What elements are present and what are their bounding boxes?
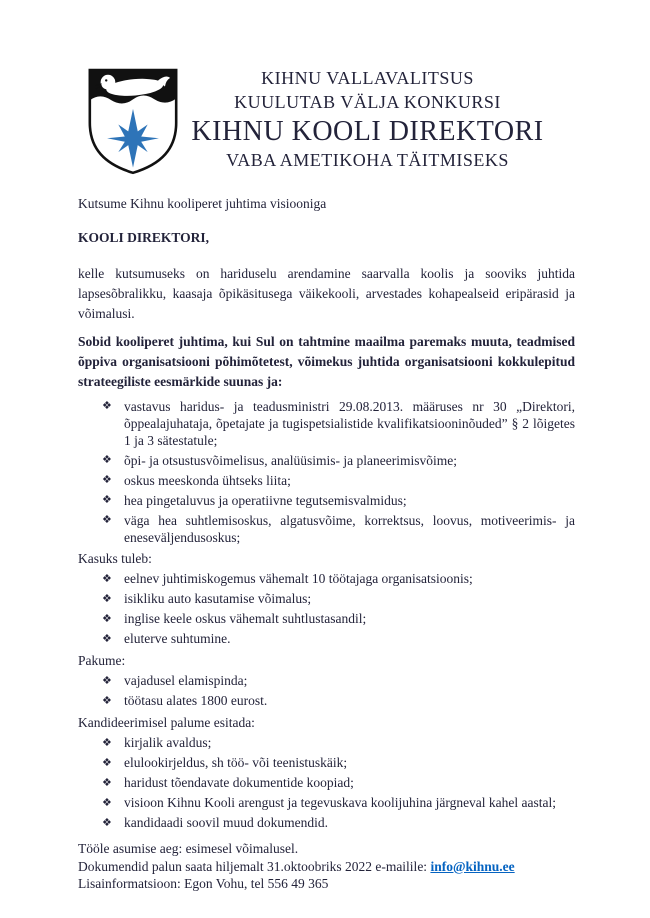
- start-date-line: Tööle asumise aeg: esimesel võimalusel.: [78, 841, 299, 856]
- intro-line: Kutsume Kihnu kooliperet juhtima visiooniga: [78, 196, 327, 211]
- benefits-heading: Kasuks tuleb:: [78, 551, 152, 566]
- header-line-4: VABA AMETIKOHA TÄITMISEKS: [226, 150, 509, 171]
- position-title: KOOLI DIREKTORI,: [78, 230, 210, 245]
- list-item: ❖ hea pingetaluvus ja operatiivne tegutsemisvalmidus;: [102, 493, 407, 508]
- header-line-3: KIHNU KOOLI DIREKTORI: [191, 115, 544, 147]
- list-item: ❖ isikliku auto kasutamise võimalus;: [102, 591, 312, 606]
- list-item: ❖ vastavus haridus- ja teadusministri 29.08.2013. määruses nr 30 „Direktori, õppealajuhataja, õpetajate ja tugispetsialistide kvalifikatsiooninõuded” § 2 lõigetes 1 ja 3 sätestatule;: [102, 399, 575, 448]
- header-line-1: KIHNU VALLAVALITSUS: [261, 68, 474, 88]
- diamond-bullet-icon: ❖: [102, 797, 112, 809]
- diamond-bullet-icon: ❖: [102, 757, 112, 769]
- diamond-bullet-icon: ❖: [102, 737, 112, 749]
- deadline-line: [78, 858, 575, 876]
- requirements-list: [78, 398, 575, 546]
- diamond-bullet-icon: ❖: [102, 777, 112, 789]
- diamond-bullet-icon: ❖: [102, 593, 112, 605]
- list-item: ❖ inglise keele oskus vähemalt suhtlustasandil;: [102, 611, 367, 626]
- diamond-bullet-icon: ❖: [102, 400, 112, 412]
- application-heading: Kandideerimisel palume esitada:: [78, 715, 255, 730]
- list-item: ❖ elulookirjeldus, sh töö- või teenistuskäik;: [102, 755, 348, 770]
- list-item: ❖ kandidaadi soovil muud dokumendid.: [102, 815, 328, 830]
- list-item: ❖ kirjalik avaldus;: [102, 735, 212, 750]
- application-list: [78, 734, 575, 832]
- list-item: ❖ õpi- ja otsustusvõimelisus, analüüsimis- ja planeerimisvõime;: [102, 453, 457, 468]
- diamond-bullet-icon: ❖: [102, 675, 112, 687]
- contact-line: Lisainformatsioon: Egon Vohu, tel 556 49 365: [78, 876, 329, 891]
- diamond-bullet-icon: ❖: [102, 573, 112, 585]
- diamond-bullet-icon: ❖: [102, 633, 112, 645]
- diamond-bullet-icon: ❖: [102, 817, 112, 829]
- header-line-2: KUULUTAB VÄLJA KONKURSI: [234, 92, 501, 113]
- list-item: ❖ eluterve suhtumine.: [102, 631, 231, 646]
- email-link[interactable]: info@kihnu.ee: [430, 858, 515, 874]
- list-item: ❖ vajadusel elamispinda;: [102, 673, 248, 688]
- benefits-list: [78, 570, 575, 648]
- diamond-bullet-icon: ❖: [102, 454, 112, 466]
- list-item: ❖ visioon Kihnu Kooli arengust ja tegevuskava koolijuhina järgneval kahel aastal;: [102, 795, 557, 810]
- header-titles: [188, 64, 575, 172]
- diamond-bullet-icon: ❖: [102, 613, 112, 625]
- kihnu-coat-of-arms-icon: [78, 64, 188, 178]
- list-item: ❖ väga hea suhtlemisoskus, algatusvõime, korrektsus, loovus, motiveerimis- ja eneseväljendusoskus;: [102, 513, 575, 545]
- list-item: ❖ oskus meeskonda ühtseks liita;: [102, 473, 291, 488]
- diamond-bullet-icon: ❖: [102, 514, 112, 526]
- offers-list: [78, 672, 575, 710]
- footer-info: [78, 840, 575, 893]
- position-description: kelle kutsumuseks on hariduselu arendamine saarvalla koolis ja sooviks juhtida lapsesõbralikku, kaasaja õpikäsitusega väikekooli, arvestades kohapealseid eripärasid ja võimalusi.: [78, 266, 575, 321]
- diamond-bullet-icon: ❖: [102, 474, 112, 486]
- offers-heading: Pakume:: [78, 653, 126, 668]
- list-item: ❖ töötasu alates 1800 eurost.: [102, 693, 268, 708]
- list-item: ❖ eelnev juhtimiskogemus vähemalt 10 töötajaga organisatsioonis;: [102, 571, 473, 586]
- deadline-text: Dokumendid palun saata hiljemalt 31.oktoobriks 2022 e-mailile:: [78, 858, 431, 874]
- requirements-intro: Sobid kooliperet juhtima, kui Sul on tahtmine maailma paremaks muuta, teadmised õppiva organisatsiooni põhimõtetest, võimekus juhtida organisatsiooni kokkulepitud strateegiliste eesmärkide suunas ja:: [78, 334, 575, 389]
- diamond-bullet-icon: ❖: [102, 695, 112, 707]
- diamond-bullet-icon: ❖: [102, 494, 112, 506]
- list-item: ❖ haridust tõendavate dokumentide koopiad;: [102, 775, 354, 790]
- document-header: [78, 64, 575, 178]
